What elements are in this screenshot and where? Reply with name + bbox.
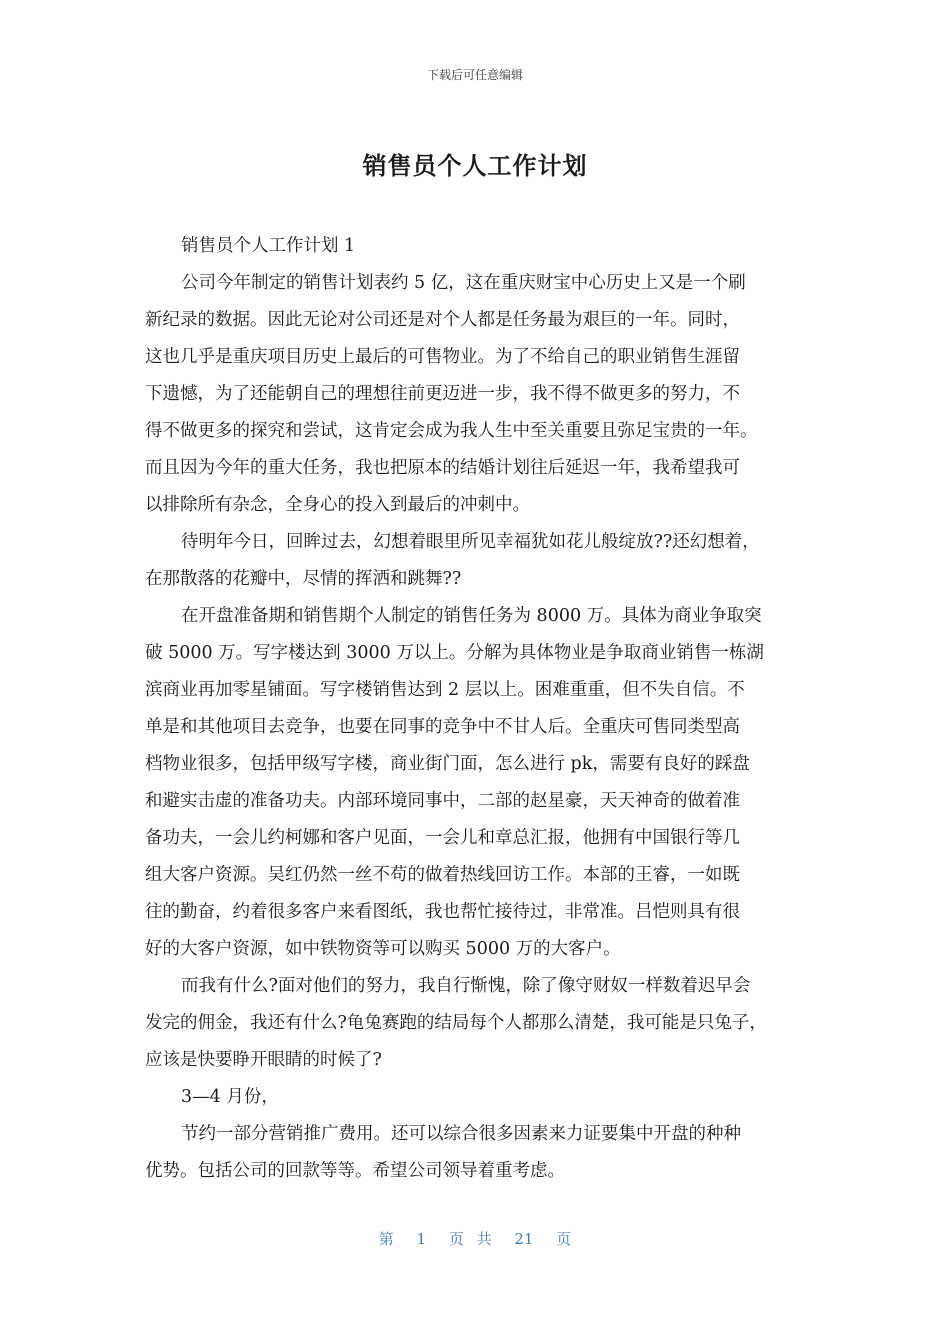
text-line: 以排除所有杂念，全身心的投入到最后的冲刺中。 (145, 495, 530, 515)
document-body (145, 228, 813, 1190)
text-line: 优势。包括公司的回款等等。希望公司领导着重考虑。 (145, 1161, 565, 1181)
text-line: 得不做更多的探究和尝试，这肯定会成为我人生中至关重要且弥足宝贵的一年。 (145, 421, 758, 441)
page-footer (0, 1228, 950, 1249)
text-line: 备功夫，一会儿约柯娜和客户见面，一会儿和章总汇报，他拥有中国银行等几 (145, 828, 740, 848)
text-line: 和避实击虚的准备功夫。内部环境同事中，二部的赵星豪，天天神奇的做着准 (145, 791, 740, 811)
text-line: 档物业很多，包括甲级写字楼，商业街门面，怎么进行 pk，需要有良好的踩盘 (145, 754, 750, 774)
text-line: 好的大客户资源，如中铁物资等可以购买 5000 万的大客户。 (145, 939, 621, 959)
text-line: 这也几乎是重庆项目历史上最后的可售物业。为了不给自己的职业销售生涯留 (145, 347, 740, 367)
text-line: 公司今年制定的销售计划表约 5 亿，这在重庆财宝中心历史上又是一个刷 (181, 273, 746, 293)
footer-prefix: 第 (378, 1230, 394, 1248)
footer-total-pages: 21 (514, 1230, 534, 1248)
footer-page-number: 1 (416, 1230, 427, 1248)
text-line: 在开盘准备期和销售期个人制定的销售任务为 8000 万。具体为商业争取突 (181, 606, 762, 626)
text-line: 待明年今日，回眸过去，幻想着眼里所见幸福犹如花儿般绽放??还幻想着， (181, 532, 760, 552)
text-line: 应该是快要睁开眼睛的时候了? (145, 1050, 382, 1070)
footer-middle: 页 共 (448, 1230, 492, 1248)
text-line: 3—4 月份， (181, 1087, 279, 1107)
header-note: 下载后可任意编辑 (426, 68, 523, 82)
text-line: 而我有什么?面对他们的努力，我自行惭愧，除了像守财奴一样数着迟早会 (181, 976, 751, 996)
text-line: 滨商业再加零星铺面。写字楼销售达到 2 层以上。困难重重，但不失自信。不 (145, 680, 745, 700)
text-line: 新纪录的数据。因此无论对公司还是对个人都是任务最为艰巨的一年。同时， (145, 310, 740, 330)
text-line: 节约一部分营销推广费用。还可以综合很多因素来力证要集中开盘的种种 (181, 1124, 741, 1144)
text-line: 发完的佣金，我还有什么?龟兔赛跑的结局每个人都那么清楚，我可能是只兔子， (145, 1013, 767, 1033)
text-line: 破 5000 万。写字楼达到 3000 万以上。分解为具体物业是争取商业销售一栋湖 (145, 643, 764, 663)
text-line: 在那散落的花瓣中，尽情的挥洒和跳舞?? (145, 569, 462, 589)
text-line: 单是和其他项目去竞争，也要在同事的竞争中不甘人后。全重庆可售同类型高 (145, 717, 740, 737)
document-title: 销售员个人工作计划 (362, 152, 588, 180)
footer-suffix: 页 (556, 1230, 572, 1248)
text-line: 组大客户资源。吴红仍然一丝不苟的做着热线回访工作。本部的王睿，一如既 (145, 865, 740, 885)
text-line: 下遗憾，为了还能朝自己的理想往前更迈进一步，我不得不做更多的努力，不 (145, 384, 740, 404)
text-line: 往的勤奋，约着很多客户来看图纸，我也帮忙接待过，非常准。吕恺则具有很 (145, 902, 740, 922)
text-line: 而且因为今年的重大任务，我也把原本的结婚计划往后延迟一年，我希望我可 (145, 458, 740, 478)
text-line: 销售员个人工作计划 1 (181, 236, 356, 256)
